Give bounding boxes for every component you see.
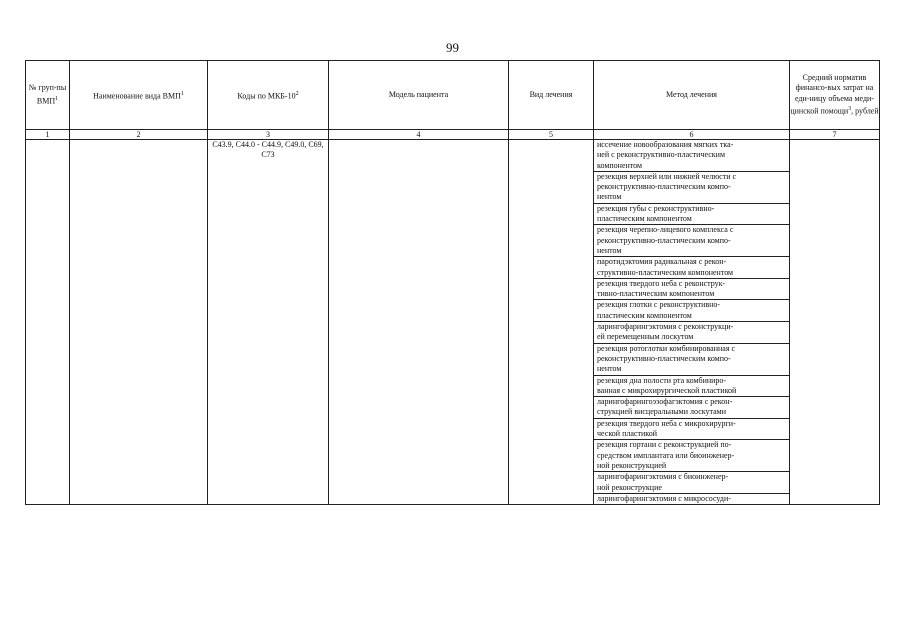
column-number: 6: [594, 130, 790, 140]
treatment-type-cell: [509, 140, 594, 505]
group-number-cell: [26, 140, 70, 505]
method-item: [594, 225, 789, 257]
method-line: паротидэктомия радикальная с рекон-: [597, 257, 727, 267]
method-item: [594, 204, 789, 226]
method-line: резекция черепно-лицевого комплекса с: [597, 225, 734, 235]
method-item: [594, 440, 789, 472]
method-item: [594, 279, 789, 301]
column-number: 7: [790, 130, 880, 140]
column-number: 1: [26, 130, 70, 140]
method-line: резекция твердого неба с реконструк-: [597, 278, 726, 288]
column-number: 2: [70, 130, 208, 140]
header-vmp-name: Наименование вида ВМП$^1$: [70, 61, 208, 130]
method-line: ческой пластикой: [597, 429, 657, 439]
vmp-table: [25, 60, 880, 505]
method-line: пластическим компонентом: [597, 214, 692, 224]
header-treatment-type: Вид лечения: [509, 61, 594, 130]
cost-cell: [790, 140, 880, 505]
method-line: реконструктивно-пластическим компо-: [597, 182, 731, 192]
table-row: [26, 140, 880, 505]
method-item: [594, 300, 789, 322]
method-line: иссечение новообразования мягких тка-: [597, 140, 734, 149]
method-item: [594, 172, 789, 204]
method-line: пластическим компонентом: [597, 310, 692, 320]
method-line: компонентом: [597, 160, 643, 170]
page-number: 99: [446, 40, 459, 55]
table-header-row: [26, 61, 880, 130]
icd-codes-cell: С43.9, С44.0 - С44.9, С49.0, С69, С73: [208, 140, 329, 505]
method-item: [594, 494, 789, 504]
header-treatment-method: Метод лечения: [594, 61, 790, 130]
method-line: ларингофарингэктомия с биоинженер-: [597, 472, 729, 482]
method-line: нентом: [597, 364, 622, 374]
method-item: [594, 140, 789, 172]
method-line: реконструктивно-пластическим компо-: [597, 235, 731, 245]
method-line: ей перемещенным лоскутом: [597, 332, 694, 342]
method-line: ней с реконструктивно-пластическим: [597, 150, 726, 160]
method-line: ванная с микрохирургической пластикой: [597, 385, 737, 395]
method-line: ной реконструкцие: [597, 482, 662, 492]
method-line: реконструктивно-пластическим компо-: [597, 353, 731, 363]
method-line: средством имплантата или биоинженер-: [597, 450, 735, 460]
method-item: [594, 397, 789, 419]
header-group-number: № груп-пы ВМП$^1$: [26, 61, 70, 130]
method-item: [594, 376, 789, 398]
method-line: структивно-пластическим компонентом: [597, 267, 734, 277]
method-line: ларингофарингоэзофагэктомия с рекон-: [597, 397, 733, 407]
header-cost-standard: Средний норматив финансо-вых затрат на еди-ницу объема меди-цинской помощи$^3$, рублей: [790, 61, 880, 130]
method-line: нентом: [597, 192, 622, 202]
method-item: [594, 344, 789, 376]
method-line: ной реконструкцией: [597, 460, 667, 470]
patient-model-cell: [329, 140, 509, 505]
method-list: [594, 140, 789, 504]
method-line: резекция верхней или нижней челюсти с: [597, 171, 737, 181]
method-line: ларингофарингэктомия с реконструкци-: [597, 322, 734, 332]
method-line: резекция глотки с реконструктивно-: [597, 300, 721, 310]
method-line: ларингофарингэктомия с микрососуди-: [597, 493, 731, 503]
header-icd-codes: Коды по МКБ-$10^2$: [208, 61, 329, 130]
treatment-methods-cell: [594, 140, 790, 505]
column-number-row: [26, 130, 880, 140]
method-line: резекция ротоглотки комбинированная с: [597, 343, 736, 353]
method-item: [594, 257, 789, 279]
method-line: нентом: [597, 245, 622, 255]
column-number: 3: [208, 130, 329, 140]
method-item: [594, 322, 789, 344]
vmp-name-cell: [70, 140, 208, 505]
column-number: 4: [329, 130, 509, 140]
column-number: 5: [509, 130, 594, 140]
method-line: резекция гортани с реконструкцией по-: [597, 440, 732, 450]
method-line: резекция твердого неба с микрохирурги-: [597, 418, 736, 428]
method-line: резекция губы с реконструктивно-: [597, 203, 715, 213]
header-patient-model: Модель пациента: [329, 61, 509, 130]
method-line: струкцией висцеральными лоскутами: [597, 407, 727, 417]
method-item: [594, 419, 789, 441]
method-item: [594, 472, 789, 494]
method-line: тивно-пластическим компонентом: [597, 289, 715, 299]
method-line: резекция дна полости рта комбиниро-: [597, 375, 727, 385]
